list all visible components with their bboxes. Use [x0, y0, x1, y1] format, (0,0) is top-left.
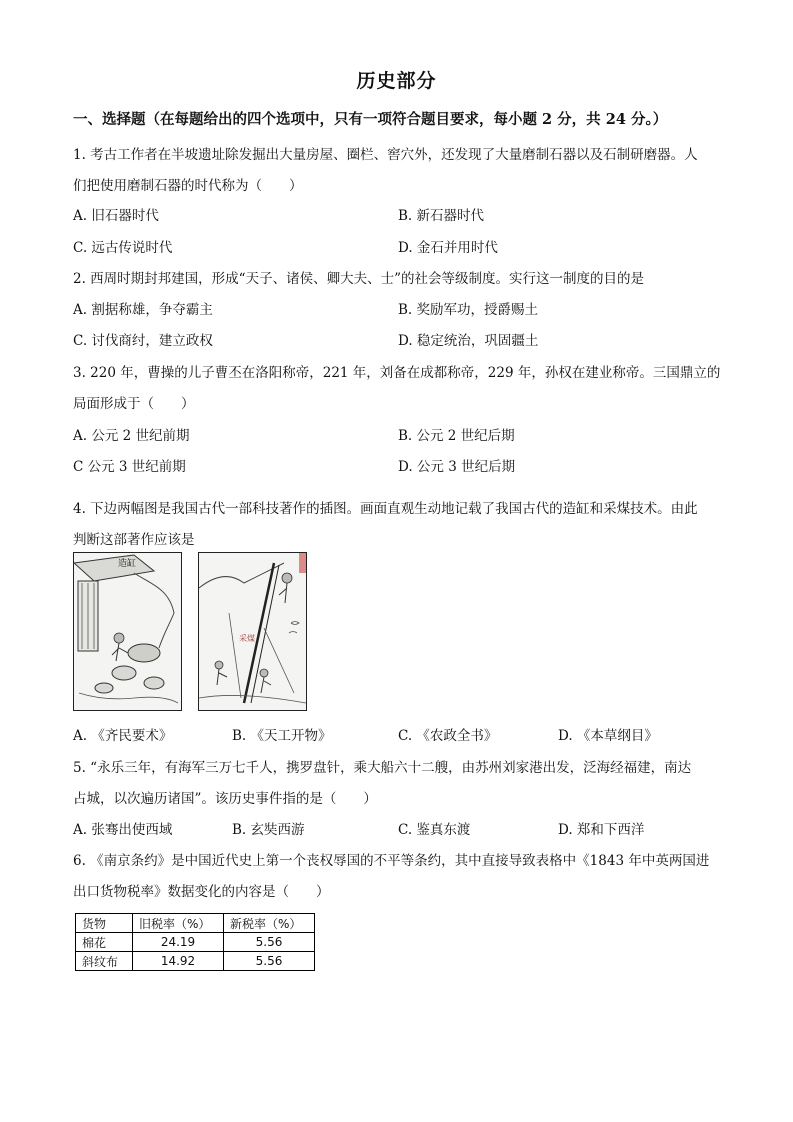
illustration-coal-mining [198, 552, 307, 711]
section-heading: 一、选择题（在每题给出的四个选项中，只有一项符合题目要求，每小题 2 分，共 24 分。） [73, 111, 668, 128]
q3-stem-line1: 3. 220 年，曹操的儿子曹丕在洛阳称帝，221 年，刘备在成都称帝，229 年，孙权在建业称帝。三国鼎立的 [73, 365, 721, 381]
q3-option-c[interactable]: C 公元 3 世纪前期 [73, 459, 186, 475]
q2-stem-line1: 2. 西周时期封邦建国，形成“天子、诸侯、卿大夫、士”的社会等级制度。实行这一制度的目的是 [73, 271, 644, 287]
q6-stem-line1: 6. 《南京条约》是中国近代史上第一个丧权辱国的不平等条约，其中直接导致表格中《1843 年中英两国进 [73, 853, 710, 869]
q3-option-d[interactable]: D. 公元 3 世纪后期 [398, 459, 516, 475]
cell-old-rate: 24.19 [133, 933, 224, 952]
q2-option-a[interactable]: A. 割据称雄，争夺霸主 [73, 302, 213, 318]
q2-option-c[interactable]: C. 讨伐商纣，建立政权 [73, 333, 213, 349]
header-old-rate: 旧税率（%） [133, 914, 224, 933]
tax-rate-table [75, 913, 315, 971]
q4-stem-line2: 判断这部著作应该是 [73, 532, 195, 548]
table-header-row [76, 914, 315, 933]
q5-stem-line2: 占城，以次遍历诸国”。该历史事件指的是（ ） [73, 791, 377, 807]
header-goods: 货物 [76, 914, 133, 933]
q1-option-a[interactable]: A. 旧石器时代 [73, 208, 159, 224]
cell-goods: 斜纹布 [76, 952, 133, 971]
coal-mining-drawing [199, 553, 306, 710]
q4-option-a[interactable]: A. 《齐民要术》 [73, 728, 173, 744]
kiln-drawing [74, 553, 181, 710]
q4-option-d[interactable]: D. 《本草纲目》 [558, 728, 658, 744]
q5-stem-line1: 5. “永乐三年，有海军三万七千人，携罗盘针，乘大船六十二艘，由苏州刘家港出发，泛海经福建，南达 [73, 760, 692, 776]
q1-option-b[interactable]: B. 新石器时代 [398, 208, 485, 224]
q1-stem-line2: 们把使用磨制石器的时代称为（ ） [73, 178, 303, 194]
q5-option-b[interactable]: B. 玄奘西游 [232, 822, 305, 838]
page-title: 历史部分 [356, 70, 437, 92]
q3-stem-line2: 局面形成于（ ） [73, 396, 195, 412]
q1-option-d[interactable]: D. 金石并用时代 [398, 240, 498, 256]
table-row [76, 952, 315, 971]
cell-old-rate: 14.92 [133, 952, 224, 971]
illustration-kiln [73, 552, 182, 711]
kiln-caption: 造缸 [118, 559, 137, 569]
q5-option-d[interactable]: D. 郑和下西洋 [558, 822, 645, 838]
q6-stem-line2: 出口货物税率》数据变化的内容是（ ） [73, 884, 330, 900]
q3-option-a[interactable]: A. 公元 2 世纪前期 [73, 428, 190, 444]
q4-option-c[interactable]: C. 《农政全书》 [398, 728, 498, 744]
cell-new-rate: 5.56 [224, 952, 315, 971]
q3-option-b[interactable]: B. 公元 2 世纪后期 [398, 428, 515, 444]
table-row [76, 933, 315, 952]
q2-option-d[interactable]: D. 稳定统治，巩固疆土 [398, 333, 539, 349]
q5-option-c[interactable]: C. 鉴真东渡 [398, 822, 471, 838]
q4-option-b[interactable]: B. 《天工开物》 [232, 728, 332, 744]
cell-goods: 棉花 [76, 933, 133, 952]
coal-caption: 采煤 [239, 634, 255, 643]
q1-option-c[interactable]: C. 远古传说时代 [73, 240, 173, 256]
header-new-rate: 新税率（%） [224, 914, 315, 933]
q4-stem-line1: 4. 下边两幅图是我国古代一部科技著作的插图。画面直观生动地记载了我国古代的造缸和采煤技术。由此 [73, 501, 698, 517]
cell-new-rate: 5.56 [224, 933, 315, 952]
q1-stem-line1: 1. 考古工作者在半坡遗址除发掘出大量房屋、圈栏、窖穴外，还发现了大量磨制石器以及石制研磨器。人 [73, 147, 698, 163]
q5-option-a[interactable]: A. 张骞出使西域 [73, 822, 173, 838]
q2-option-b[interactable]: B. 奖励军功，授爵赐土 [398, 302, 539, 318]
